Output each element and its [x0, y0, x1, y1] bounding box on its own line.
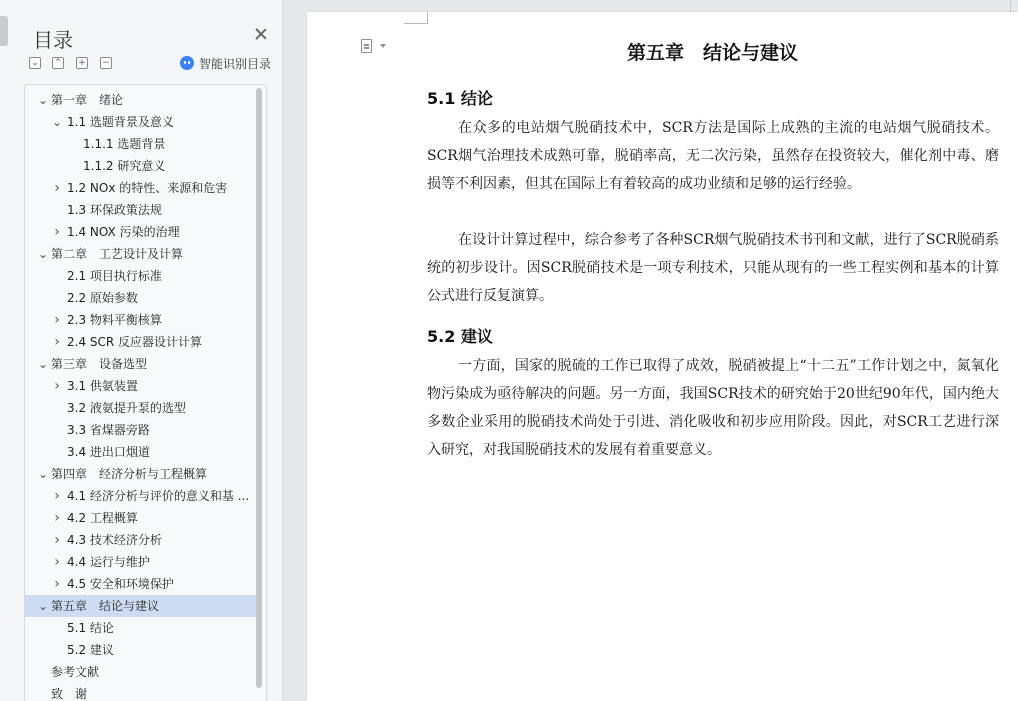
toc-item[interactable] — [25, 507, 257, 529]
document-scrollbar-edge[interactable] — [1010, 0, 1018, 12]
chevron-down-icon[interactable]: ⌄ — [37, 93, 49, 107]
toc-item-label: 第三章 设备选型 — [51, 357, 148, 371]
collapse-all-button[interactable]: ⌄ — [29, 57, 41, 69]
toc-item[interactable] — [25, 375, 257, 397]
expand-all-button[interactable]: ⌃ — [52, 57, 64, 69]
pane-edge-handle[interactable] — [0, 16, 8, 46]
toc-item[interactable] — [25, 683, 257, 701]
toc-item-label: 5.2 建议 — [67, 643, 114, 657]
toc-item-label: 第二章 工艺设计及计算 — [51, 247, 184, 261]
toc-item[interactable] — [25, 573, 257, 595]
toc-item[interactable] — [25, 529, 257, 551]
chevron-right-icon[interactable]: › — [54, 510, 60, 526]
section-heading-suggestion: 5.2 建议 — [427, 327, 493, 346]
toc-item-label: 致 谢 — [51, 687, 88, 701]
add-heading-button[interactable]: + — [76, 57, 88, 69]
ai-assistant-icon — [180, 56, 194, 70]
toc-item[interactable] — [25, 89, 257, 111]
chevron-down-icon[interactable] — [380, 44, 386, 48]
toc-item-label: 1.1.2 研究意义 — [83, 159, 166, 173]
toc-item[interactable] — [25, 287, 257, 309]
toc-item[interactable] — [25, 331, 257, 353]
chevron-down-icon[interactable]: ⌄ — [37, 247, 49, 261]
smart-toc-label: 智能识别目录 — [199, 56, 272, 71]
toc-item-label: 4.1 经济分析与评价的意义和基 ... — [67, 489, 250, 503]
chevron-right-icon[interactable]: › — [54, 180, 60, 196]
document-top-strip — [283, 0, 1018, 12]
chevron-down-icon[interactable]: ⌄ — [51, 115, 63, 129]
toc-item[interactable] — [25, 639, 257, 661]
toc-item-label: 3.1 供氨装置 — [67, 379, 138, 393]
chevron-down-icon[interactable]: ⌄ — [37, 599, 49, 613]
toc-item-label: 第四章 经济分析与工程概算 — [51, 467, 208, 481]
chevron-right-icon[interactable]: › — [54, 488, 60, 504]
toc-item[interactable] — [25, 441, 257, 463]
toc-item[interactable] — [25, 243, 257, 265]
close-icon[interactable] — [254, 27, 268, 41]
toc-item[interactable] — [25, 155, 257, 177]
chevron-down-icon[interactable]: ⌄ — [37, 467, 49, 481]
toc-scrollbar-thumb[interactable] — [256, 88, 262, 688]
toc-item[interactable] — [25, 353, 257, 375]
toc-item-label: 5.1 结论 — [67, 621, 114, 635]
toc-item[interactable] — [25, 133, 257, 155]
toc-navigation-pane — [0, 0, 283, 701]
toc-item-label: 3.3 省煤器旁路 — [67, 423, 150, 437]
chevron-right-icon[interactable]: › — [54, 532, 60, 548]
toc-item[interactable] — [25, 617, 257, 639]
toc-item-label: 1.1 选题背景及意义 — [67, 115, 174, 129]
toc-item-label: 2.2 原始参数 — [67, 291, 138, 305]
toc-item[interactable] — [25, 177, 257, 199]
document-icon[interactable] — [361, 39, 375, 55]
toc-item-label: 3.2 液氨提升泵的选型 — [67, 401, 186, 415]
toc-list-panel — [24, 84, 267, 701]
toc-item[interactable] — [25, 111, 257, 133]
toc-item[interactable] — [25, 221, 257, 243]
toc-item-label: 3.4 进出口烟道 — [67, 445, 150, 459]
toc-item-label: 1.1.1 选题背景 — [83, 137, 166, 151]
toc-item-label: 4.5 安全和环境保护 — [67, 577, 174, 591]
toc-item-label: 4.4 运行与维护 — [67, 555, 150, 569]
chapter-title: 第五章 结论与建议 — [626, 42, 798, 64]
toc-item[interactable] — [25, 397, 257, 419]
page-corner-mark — [404, 12, 428, 24]
toc-item[interactable] — [25, 419, 257, 441]
nav-title: 目录 — [33, 28, 73, 52]
chevron-right-icon[interactable]: › — [54, 224, 60, 240]
toc-item-label: 4.3 技术经济分析 — [67, 533, 162, 547]
toc-list — [25, 89, 257, 701]
chevron-right-icon[interactable]: › — [54, 576, 60, 592]
toc-item-label: 1.4 NOX 污染的治理 — [67, 225, 180, 239]
chevron-right-icon[interactable]: › — [54, 554, 60, 570]
toc-item-label: 参考文献 — [51, 665, 100, 679]
toc-item[interactable] — [25, 661, 257, 683]
chevron-right-icon[interactable]: › — [54, 378, 60, 394]
toc-item-label: 第五章 结论与建议 — [51, 599, 160, 613]
toc-item[interactable] — [25, 595, 257, 617]
toc-item[interactable] — [25, 551, 257, 573]
chevron-down-icon[interactable]: ⌄ — [37, 357, 49, 371]
toc-item-label: 1.3 环保政策法规 — [67, 203, 162, 217]
toc-item-label: 2.3 物料平衡核算 — [67, 313, 162, 327]
toc-item[interactable] — [25, 265, 257, 287]
chevron-right-icon[interactable]: › — [54, 334, 60, 350]
toc-item-label: 第一章 绪论 — [51, 93, 124, 107]
toc-item-label: 2.1 项目执行标准 — [67, 269, 162, 283]
toc-item-label: 2.4 SCR 反应器设计计算 — [67, 335, 203, 349]
toc-item-label: 1.2 NOx 的特性、来源和危害 — [67, 181, 228, 195]
paragraph: 在众多的电站烟气脱硝技术中，SCR方法是国际上成熟的主流的电站烟气脱硝技术。SCR烟气治理技术成熟可靠，脱硝率高，无二次污染，虽然存在投资较大，催化剂中毒、磨损等不利因素，但其在国际上有着较高的成功业绩和足够的运行经验。 — [427, 120, 999, 192]
toc-scrollbar[interactable] — [256, 88, 262, 688]
toc-item[interactable] — [25, 463, 257, 485]
toc-item[interactable] — [25, 199, 257, 221]
toc-item[interactable] — [25, 309, 257, 331]
smart-toc-button[interactable] — [180, 55, 271, 71]
toc-item-label: 4.2 工程概算 — [67, 511, 138, 525]
paragraph: 一方面，国家的脱硫的工作已取得了成效，脱硝被提上“十二五”工作计划之中，氮氧化物污染成为亟待解决的问题。另一方面，我国SCR技术的研究始于20世纪90年代，国内绝大多数企业采用的脱硝技术尚处于引进、消化吸收和初步应用阶段。因此，对SCR工艺进行深入研究，对我国脱硝技术的发展有着重要意义。 — [427, 358, 999, 458]
remove-heading-button[interactable]: − — [100, 57, 112, 69]
section-heading-conclusion: 5.1 结论 — [427, 89, 493, 108]
chevron-right-icon[interactable]: › — [54, 312, 60, 328]
paragraph: 在设计计算过程中，综合参考了各种SCR烟气脱硝技术书刊和文献，进行了SCR脱硝系统的初步设计。因SCR脱硝技术是一项专利技术，只能从现有的一些工程实例和基本的计算公式进行反复演算。 — [427, 232, 999, 304]
toc-item[interactable] — [25, 485, 257, 507]
